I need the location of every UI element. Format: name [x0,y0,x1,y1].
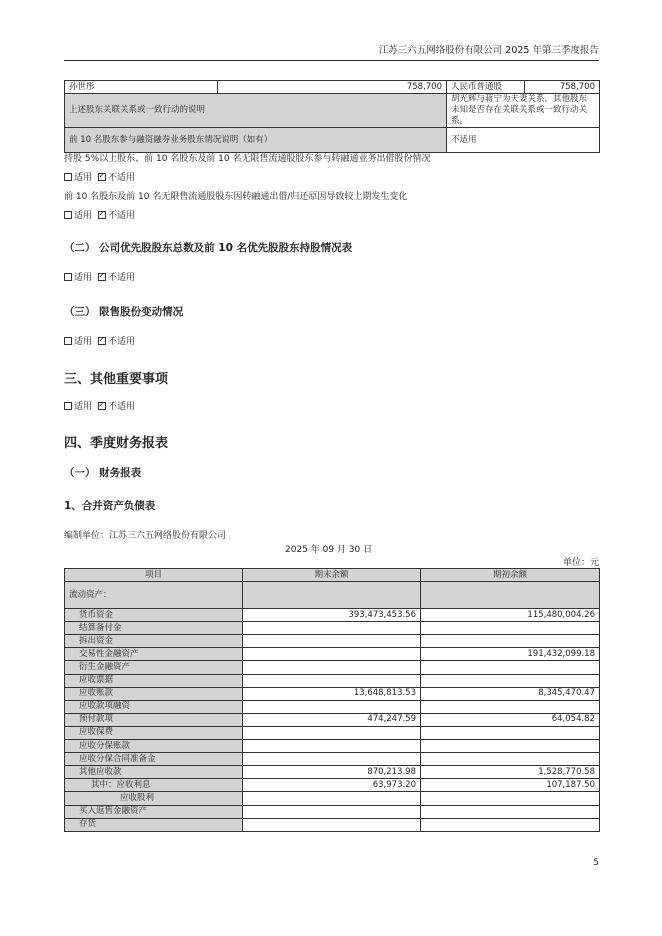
end-balance [243,648,421,661]
checkbox-checked-icon [98,402,106,410]
option-not-apply: 不适用 [108,273,136,283]
compiler-unit: 编制单位：江苏三六五网络股份有限公司 [64,531,227,541]
end-balance [243,753,421,766]
item-label: 应收分保账款 [65,740,243,753]
table-row [65,648,600,661]
section-row [65,582,600,609]
checkbox-checked-icon [98,173,106,181]
end-balance [243,661,421,674]
option-apply: 适用 [74,211,93,221]
table-row [65,128,600,153]
table-row [65,622,600,635]
holder-shares: 758,700 [218,81,447,94]
begin-balance [421,700,600,713]
heading-restricted-shares: （三） 限售股份变动情况 [64,306,184,318]
option-not-apply: 不适用 [108,337,136,347]
begin-balance [421,792,600,805]
item-label: 预付款项 [65,713,243,726]
item-label: 应收账款 [65,687,243,700]
end-balance [243,792,421,805]
table-row [65,779,600,792]
checkbox-checked-icon [98,337,106,345]
currency-unit: 单位：元 [562,558,599,568]
begin-balance [421,740,600,753]
table-row [65,687,600,700]
paragraph-change: 前 10 名股东及前 10 名无限售流通股股东因转融通出借/归还原因导致较上期发生变化 [64,192,408,202]
table-row [65,81,600,94]
end-balance [243,622,421,635]
item-label: 存货 [65,818,243,831]
table-cell [421,582,600,609]
checkbox-unchecked-icon [64,337,72,345]
paragraph-lending: 持股 5%以上股东、前 10 名股东及前 10 名无限售流通股股东参与转融通业务出借股份情况 [64,154,431,164]
end-balance [243,700,421,713]
option-row [64,172,135,184]
table-row [65,94,600,128]
begin-balance [421,753,600,766]
margin-value: 不适用 [447,128,600,153]
table-row [65,818,600,831]
begin-balance [421,805,600,818]
heading-financial-statements: （一） 财务报表 [64,467,142,479]
item-label: 应收股利 [65,792,243,805]
begin-balance: 8,345,470.47 [421,687,600,700]
begin-balance [421,674,600,687]
checkbox-unchecked-icon [64,211,72,219]
end-balance [243,635,421,648]
item-label: 其中：应收利息 [65,779,243,792]
option-not-apply: 不适用 [108,211,136,221]
option-apply: 适用 [74,273,93,283]
begin-balance: 191,432,099.18 [421,648,600,661]
report-date: 2025 年 09 月 30 日 [285,545,373,555]
shareholder-table [64,80,600,153]
end-balance: 870,213.98 [243,766,421,779]
table-row [65,740,600,753]
item-label: 应收票据 [65,674,243,687]
item-label: 衍生金融资产 [65,661,243,674]
table-row [65,713,600,726]
option-not-apply: 不适用 [108,173,136,183]
option-apply: 适用 [74,402,93,412]
share-type: 人民币普通股 [447,81,525,94]
end-balance [243,805,421,818]
item-label: 货币资金 [65,609,243,622]
column-header: 期末余额 [243,569,421,582]
end-balance: 474,247.59 [243,713,421,726]
option-apply: 适用 [74,337,93,347]
heading-other-matters: 三、其他重要事项 [64,372,169,387]
checkbox-checked-icon [98,211,106,219]
begin-balance: 64,054.82 [421,713,600,726]
begin-balance: 1,528,770.58 [421,766,600,779]
option-row [64,210,135,222]
begin-balance [421,661,600,674]
table-row [65,792,600,805]
table-row [65,609,600,622]
checkbox-unchecked-icon [64,402,72,410]
option-row [64,272,135,284]
end-balance [243,818,421,831]
item-label: 买入返售金融资产 [65,805,243,818]
end-balance: 63,973.20 [243,779,421,792]
table-row [65,661,600,674]
begin-balance [421,635,600,648]
option-row [64,336,135,348]
checkbox-unchecked-icon [64,273,72,281]
item-label: 其他应收款 [65,766,243,779]
column-header: 期初余额 [421,569,600,582]
begin-balance: 107,187.50 [421,779,600,792]
begin-balance [421,726,600,739]
end-balance [243,674,421,687]
heading-quarterly-statements: 四、季度财务报表 [64,436,169,451]
option-row [64,401,135,413]
margin-label: 前 10 名股东参与融资融券业务股东情况说明（如有） [65,128,447,153]
end-balance: 393,473,453.56 [243,609,421,622]
table-row [65,766,600,779]
table-header-row [65,569,600,582]
item-label: 应收款项融资 [65,700,243,713]
table-row [65,700,600,713]
item-label: 应收保费 [65,726,243,739]
item-label: 交易性金融资产 [65,648,243,661]
page-number: 5 [593,858,599,868]
section-label: 流动资产： [65,582,243,609]
end-balance [243,726,421,739]
option-not-apply: 不适用 [108,402,136,412]
checkbox-unchecked-icon [64,173,72,181]
begin-balance: 115,480,004.26 [421,609,600,622]
begin-balance [421,622,600,635]
item-label: 结算备付金 [65,622,243,635]
option-apply: 适用 [74,173,93,183]
item-label: 拆出资金 [65,635,243,648]
relation-label: 上述股东关联关系或一致行动的说明 [65,94,447,128]
relation-value: 胡光辉与蒋宁为夫妻关系，其他股东未知是否存在关联关系或一致行动关系。 [447,94,600,128]
page-header: 江苏三六五网络股份有限公司 2025 年第三季度报告 [64,44,599,61]
table-row [65,635,600,648]
table-row [65,753,600,766]
balance-sheet-table [64,568,600,832]
table-cell [243,582,421,609]
share-count: 758,700 [525,81,600,94]
end-balance: 13,648,813.53 [243,687,421,700]
column-header: 项目 [65,569,243,582]
table-row [65,674,600,687]
heading-balance-sheet: 1、合并资产负债表 [64,500,156,512]
heading-preferred-shares: （二） 公司优先股股东总数及前 10 名优先股股东持股情况表 [64,242,353,254]
table-row [65,805,600,818]
end-balance [243,740,421,753]
checkbox-checked-icon [98,273,106,281]
item-label: 应收分保合同准备金 [65,753,243,766]
begin-balance [421,818,600,831]
holder-name: 孙世彤 [65,81,218,94]
table-row [65,726,600,739]
